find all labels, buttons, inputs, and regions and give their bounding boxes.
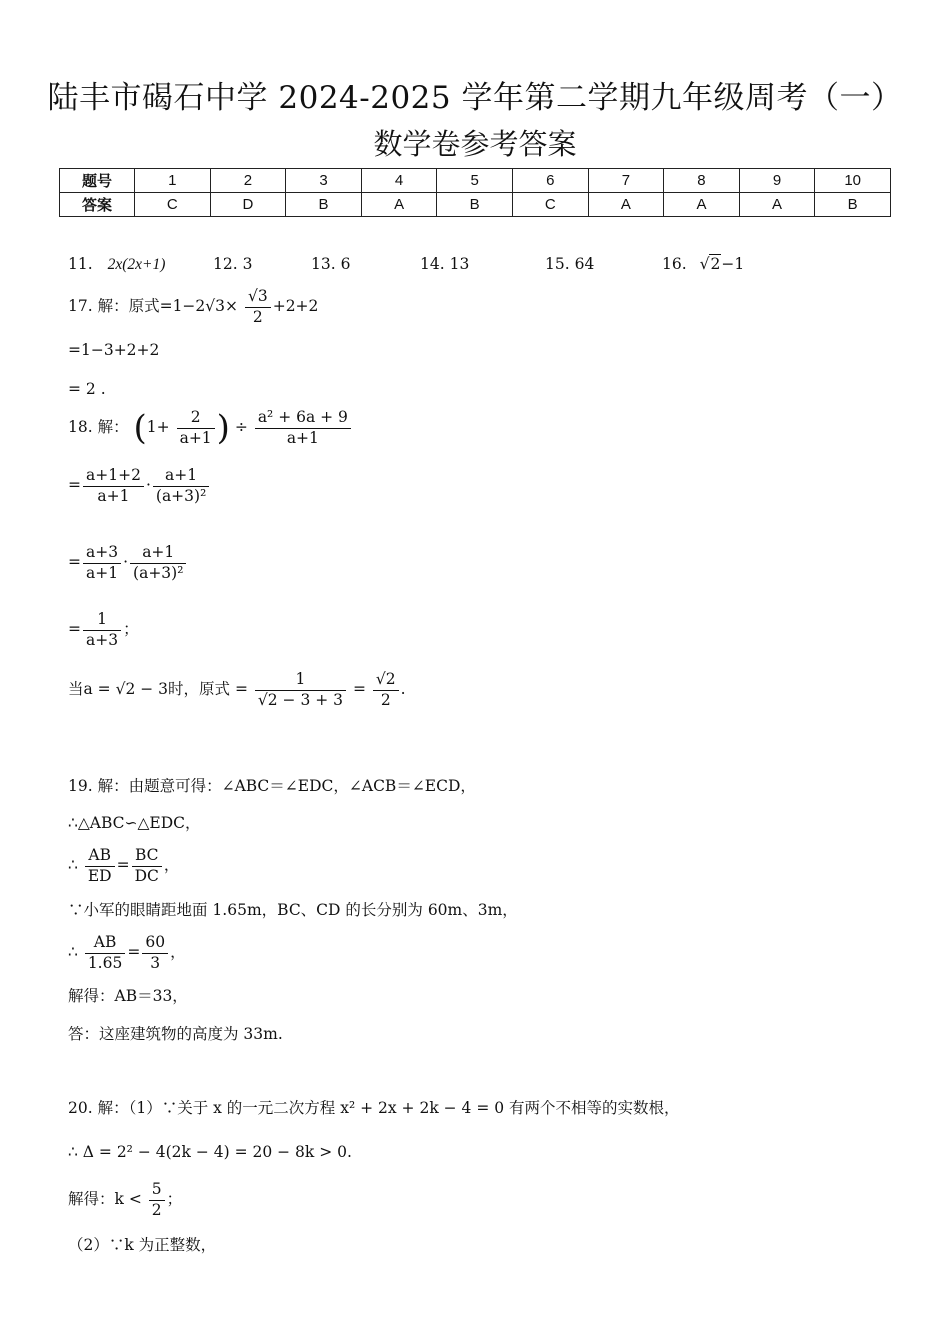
q18-line1: 18. 解： (1+ $\frac{2}{a+1}$ ) ÷ $\frac{\text{a² + 6a + 9}}{a+1}$: [68, 410, 353, 446]
question-number-cell: 2: [210, 169, 286, 193]
row-label-number: 题号: [60, 169, 135, 193]
question-number-cell: 5: [437, 169, 513, 193]
q20-line1: 20. 解：（1）∵关于 x 的一元二次方程 x² + 2x + 2k − 4 = 0 有两个不相等的实数根，: [68, 1099, 680, 1117]
q18-line2: = $\frac{a+1+2}{a+1}$ · $\frac{a+1}{\text{(a+3)²}}$: [68, 468, 211, 504]
q20-line2: ∴ Δ = 2² − 4(2k − 4) = 20 − 8k > 0.: [68, 1143, 352, 1161]
q18-line3: = $\frac{a+3}{a+1}$ · $\frac{a+1}{\text{(a+3)²}}$: [68, 545, 188, 581]
answer-cell: B: [815, 193, 891, 217]
question-number-cell: 7: [588, 169, 664, 193]
q12-answer: 12. 3: [213, 255, 253, 273]
q19-line4: ∵小军的眼睛距地面 1.65m，BC、CD 的长分别为 60m、3m，: [68, 901, 518, 919]
question-number-cell: 6: [512, 169, 588, 193]
q19-line2: ∴△ABC∽△EDC，: [68, 814, 201, 832]
q19-line3: ∴ $\frac{AB}{ED}$ = $\frac{BC}{DC}$ ，: [68, 846, 180, 885]
q20-line3: 解得：k < $\frac{5}{2}$ ；: [68, 1180, 183, 1219]
question-number-cell: 9: [739, 169, 815, 193]
question-number-cell: 3: [286, 169, 362, 193]
q14-answer: 14. 13: [420, 255, 470, 273]
q19-line1: 19. 解：由题意可得：∠ABC＝∠EDC，∠ACB＝∠ECD，: [68, 777, 476, 795]
q17-fraction: $\frac{√3}{2}$: [245, 289, 271, 325]
q11-answer: 11. 2x(2x+1): [68, 255, 166, 273]
q18-line4: = $\frac{1}{a+3}$ ；: [68, 610, 139, 649]
answer-cell: B: [437, 193, 513, 217]
answer-cell: A: [664, 193, 740, 217]
answer-cell: C: [512, 193, 588, 217]
answer-cell: D: [210, 193, 286, 217]
answer-cell: A: [739, 193, 815, 217]
row-label-answer: 答案: [60, 193, 135, 217]
q19-line5: ∴ $\frac{AB}{1.65}$ = $\frac{60}{3}$ ，: [68, 933, 186, 972]
q16-answer: 16. √2−1: [662, 255, 745, 273]
question-number-cell: 4: [361, 169, 437, 193]
q17-line3: = 2 .: [68, 380, 106, 398]
answer-cell: C: [135, 193, 211, 217]
question-number-cell: 1: [135, 169, 211, 193]
q19-line6: 解得：AB＝33，: [68, 987, 188, 1005]
document-subtitle: 数学卷参考答案: [373, 127, 577, 161]
document-title: 陆丰市碣石中学 2024-2025 学年第二学期九年级周考（一）: [47, 80, 903, 116]
q17-line2: =1−3+2+2: [68, 341, 160, 359]
q17-line1: 17. 解：原式=1−2√3× $\frac{√3}{2}$ +2+2: [68, 287, 319, 326]
q18-line5: 当a = √2 − 3时，原式 = $\frac{1}{√2 - 3 + 3}$ = $\frac{√2}{2}$ .: [68, 670, 406, 709]
answer-cell: A: [588, 193, 664, 217]
q15-answer: 15. 64: [545, 255, 595, 273]
answer-cell: B: [286, 193, 362, 217]
question-number-cell: 10: [815, 169, 891, 193]
q20-line4: （2）∵k 为正整数，: [68, 1236, 217, 1254]
answer-row: [60, 193, 891, 217]
question-number-row: [60, 169, 891, 193]
answer-cell: A: [361, 193, 437, 217]
question-number-cell: 8: [664, 169, 740, 193]
answer-table: [59, 168, 891, 217]
q13-answer: 13. 6: [311, 255, 351, 273]
q19-line7: 答：这座建筑物的高度为 33m.: [68, 1025, 283, 1043]
